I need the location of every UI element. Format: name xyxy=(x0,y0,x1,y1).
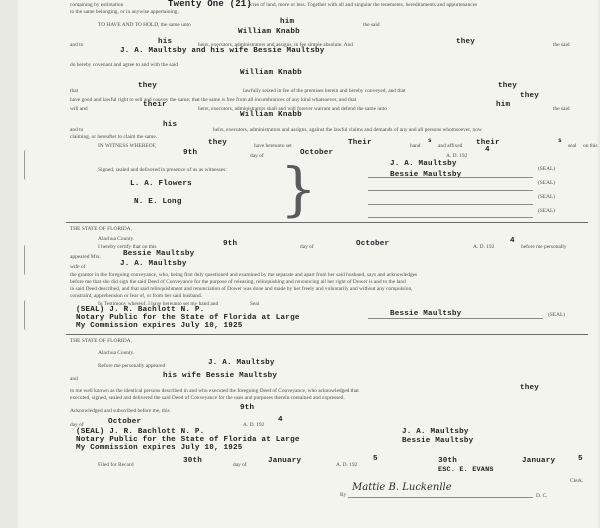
day: 9th xyxy=(240,404,255,412)
recorded-day: 30th xyxy=(438,457,458,465)
deed-text: seal xyxy=(568,143,577,149)
county: Alachua County. xyxy=(98,236,135,242)
month: October xyxy=(108,418,142,426)
filled-word: s xyxy=(428,137,432,144)
deed-text: acres of land, more or less. Together with all and singular the tenements, hereditaments and appurtenances xyxy=(248,2,478,8)
filled-word: they xyxy=(456,38,476,46)
person-name: his wife Bessie Maultsby xyxy=(163,372,278,380)
deed-text: on this xyxy=(583,143,598,149)
ack-text: day of xyxy=(300,244,314,250)
signer-name: Bessie Maultsby xyxy=(402,437,474,445)
ack-text: appeared Mrs. xyxy=(70,254,101,260)
state-heading: THE STATE OF FLORIDA, xyxy=(70,338,132,344)
ack-text: constraint, apprehension or fear of, or from her said husband. xyxy=(70,293,203,299)
filed-text: A. D. 192 xyxy=(336,462,358,468)
filed-year: 5 xyxy=(373,455,378,463)
notary-stamp: (SEAL) J. R. Bachlott N. P. xyxy=(76,428,205,436)
state-heading: THE STATE OF FLORIDA, xyxy=(70,226,132,232)
ack-text: and xyxy=(70,376,78,382)
deed-text: and to xyxy=(70,42,84,48)
seal-label: (SEAL) xyxy=(538,194,556,200)
year-digit: 4 xyxy=(485,146,490,154)
signature-line xyxy=(368,204,533,205)
deed-record-page xyxy=(18,0,598,528)
ack-text: the grantor in the foregoing conveyance, who, being first duly questioned and examined by me separate and apart from her said husband, says and acknowledges xyxy=(70,272,418,278)
filled-word: him xyxy=(496,101,511,109)
filed-month: January xyxy=(268,457,302,465)
deed-text: claiming, or hereafter to claim the same. xyxy=(70,134,158,140)
notary-stamp: My Commission expires July 10, 1925 xyxy=(76,322,243,330)
clerk-name: ESC. E. EVANS xyxy=(438,466,494,474)
filed-text: Filed for Record xyxy=(98,462,134,468)
ack-text: to me well known as the identical persons described in and who executed the foregoing Deed of Conveyance, who acknowledged that xyxy=(70,388,359,394)
filled-word: they xyxy=(520,92,540,100)
deed-text: heirs, executors, administrators shall and will forever warrant and defend the same unto xyxy=(198,106,387,112)
section-divider xyxy=(66,334,588,335)
signature-line xyxy=(368,217,533,218)
seal-label: (SEAL) xyxy=(548,312,566,318)
seal-label: (SEAL) xyxy=(538,208,556,214)
deed-text: TO HAVE AND TO HOLD, the same unto xyxy=(98,22,191,28)
filled-word: his xyxy=(163,121,178,129)
deed-text: IN WITNESS WHEREOF, xyxy=(98,143,157,149)
ack-text: executed, signed, sealed and delivered the said Deed of Conveyance for the uses and purposes therein contained and expressed. xyxy=(70,395,345,401)
notary-stamp: Notary Public for the State of Florida at Large xyxy=(76,314,300,322)
deed-text: the said xyxy=(363,22,380,28)
filled-word: s xyxy=(558,137,562,144)
person-name: Bessie Maultsby xyxy=(123,250,195,258)
month: October xyxy=(300,149,334,157)
signer-name: Bessie Maultsby xyxy=(390,310,462,318)
brace: } xyxy=(280,155,317,223)
deed-text: have hereunto set xyxy=(254,143,292,149)
deed-text: will and xyxy=(70,106,88,112)
filled-word: they xyxy=(138,82,158,90)
ack-text: before me personally xyxy=(521,244,567,250)
ack-text: I hereby certify that on this xyxy=(98,244,157,250)
deed-text: lawfully seized in fee of the premises herein and hereby conveyed, and that xyxy=(243,88,406,94)
ack-text: A. D. 192 xyxy=(243,422,265,428)
clerk-label: Clerk. xyxy=(570,478,584,484)
signature-line xyxy=(348,497,533,498)
deed-text: A. D. 192 xyxy=(446,153,468,159)
grantee-name: William Knabb xyxy=(240,111,302,119)
grantors: J. A. Maultsby and his wife Bessie Maultsby xyxy=(120,47,325,55)
seal-label: (SEAL) xyxy=(538,180,556,186)
deed-text: hand xyxy=(410,143,421,149)
deed-text: that xyxy=(70,88,79,94)
dc-label: D. C. xyxy=(536,493,548,499)
signer-name: Bessie Maultsby xyxy=(390,171,462,179)
deed-text: and to xyxy=(70,127,84,133)
recorded-year: 5 xyxy=(578,455,583,463)
ack-text: in said Deed described, and that said relinquishment and renunciation of Dower was done and made by her freely and voluntarily and without any compulsion, xyxy=(70,286,413,292)
witness-name: N. E. Long xyxy=(134,198,182,206)
recorded-month: January xyxy=(522,457,556,465)
day: 9th xyxy=(223,240,238,248)
deed-text: heirs, executors, administrators and assigns, against the lawful claims and demands of any and all persons whomsoever, now xyxy=(213,127,482,133)
notary-stamp: My Commission expires July 10, 1925 xyxy=(76,444,243,452)
filled-word: they xyxy=(208,139,228,147)
deed-text: the said xyxy=(553,106,570,112)
signer-name: J. A. Maultsby xyxy=(390,160,457,168)
year-digit: 4 xyxy=(510,237,515,245)
ack-text: A. D. 192 xyxy=(473,244,495,250)
filed-text: day of xyxy=(233,462,247,468)
year-digit: 4 xyxy=(278,416,283,424)
filed-day: 30th xyxy=(183,457,203,465)
month: October xyxy=(356,240,390,248)
grantee-name: William Knabb xyxy=(238,28,300,36)
signature-line xyxy=(368,190,533,191)
ack-text: day of xyxy=(70,422,84,428)
acreage: Twenty One (21) xyxy=(168,0,253,9)
ack-text: Acknowledged and subscribed before me, this xyxy=(70,408,170,414)
ack-text: Before me personally appeared xyxy=(98,363,166,369)
person-name: J. A. Maultsby xyxy=(120,260,187,268)
seal-label: (SEAL) xyxy=(538,166,556,172)
filled-word: their xyxy=(143,101,167,109)
deed-text: the said xyxy=(553,42,570,48)
deed-text: heirs, executors, administrators and assigns, in fee simple absolute. And xyxy=(198,42,353,48)
deed-text: and affixed xyxy=(438,143,463,149)
notary-stamp: Notary Public for the State of Florida at Large xyxy=(76,436,300,444)
signature-line xyxy=(368,177,533,178)
deed-text: Signed, sealed and delivered in presence of us as witnesses: xyxy=(98,167,227,173)
filled-word: they xyxy=(498,82,518,90)
filled-word: him xyxy=(280,18,295,26)
deed-text: do hereby covenant and agree to and with the said xyxy=(70,62,178,68)
witness-name: L. A. Flowers xyxy=(130,180,192,188)
ack-text: before me that she did sign the said Deed of Conveyance for the purpose of releasing, relinquishing and renouncing all her right of Dower is and to the land xyxy=(70,279,406,285)
filled-word: Their xyxy=(348,139,372,147)
day: 9th xyxy=(183,149,198,157)
ack-text: In Testimony whereof, I have hereunto set my hand and xyxy=(98,301,219,307)
ack-text: Seal xyxy=(250,301,260,307)
deed-text: day of xyxy=(250,153,264,159)
signature-line xyxy=(368,318,543,319)
notary-stamp: (SEAL) J. R. Bachlott N. P. xyxy=(76,306,205,314)
by-label: By xyxy=(340,492,347,498)
deed-text: have good and lawful right to sell and convey the same; that the same is free from all incumbrances of any kind whatsoever, and that xyxy=(70,97,357,103)
filled-word: their xyxy=(476,139,500,147)
deed-text: to the same belonging, or in anywise appertaining. xyxy=(70,9,179,15)
county: Alachua County. xyxy=(98,350,135,356)
ack-text: wife of xyxy=(70,264,86,270)
person-name: J. A. Maultsby xyxy=(208,359,275,367)
grantee-name: William Knabb xyxy=(240,69,302,77)
deed-text: containing by estimation xyxy=(70,2,124,8)
signer-name: J. A. Maultsby xyxy=(402,428,469,436)
filled-word: his xyxy=(158,38,173,46)
clerk-signature: Mattie B. Luckenlle xyxy=(352,482,452,493)
filled-word: they xyxy=(520,384,540,392)
section-divider xyxy=(66,222,588,223)
